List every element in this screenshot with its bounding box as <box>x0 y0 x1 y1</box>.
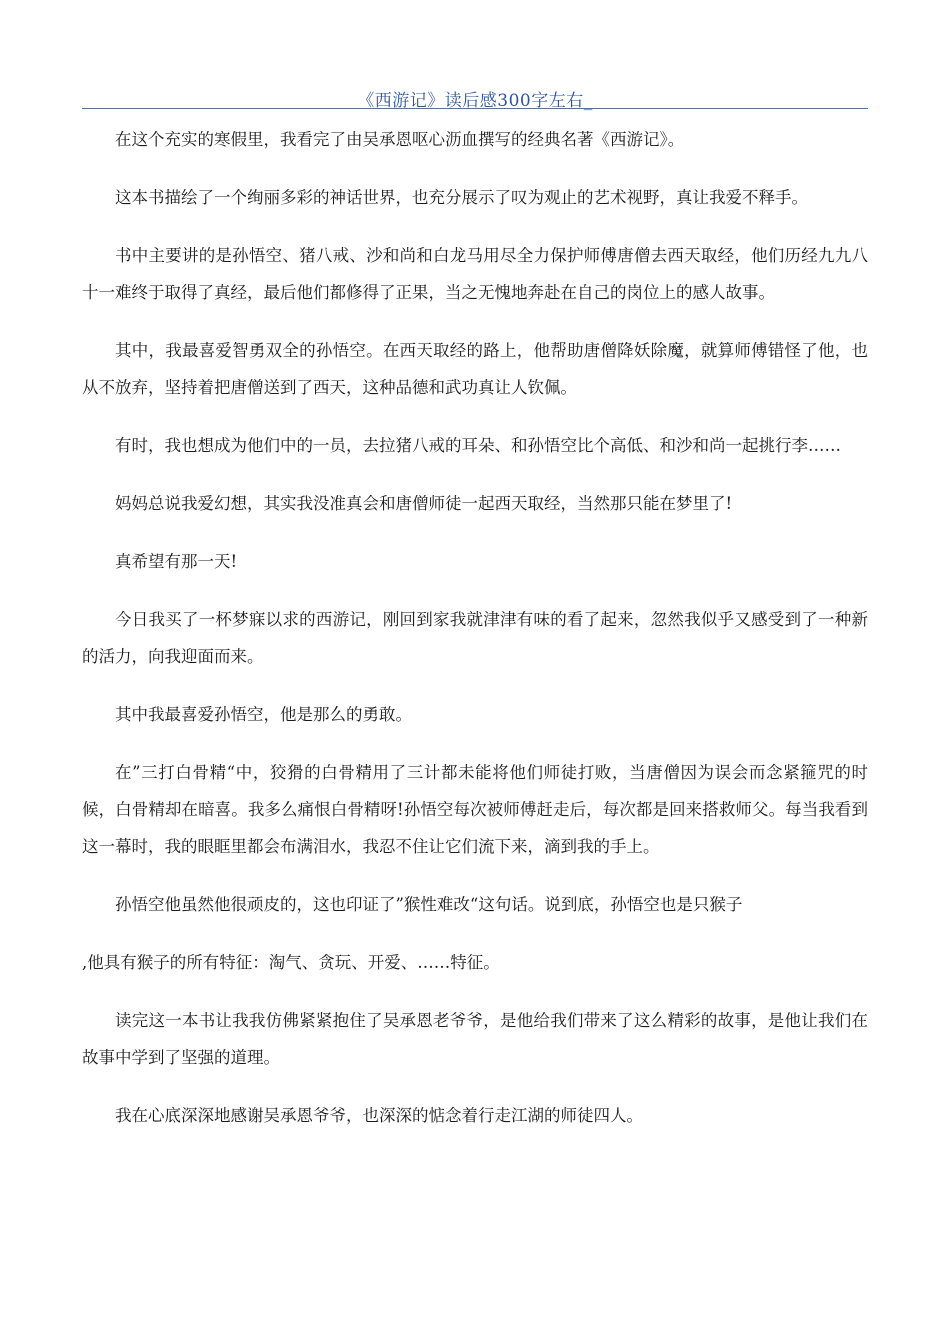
paragraph-8: 今日我买了一杯梦寐以求的西游记，刚回到家我就津津有味的看了起来，忽然我似乎又感受到了一种新的活力，向我迎面而来。 <box>82 610 868 666</box>
paragraph-6: 妈妈总说我爱幻想，其实我没准真会和唐僧师徒一起西天取经，当然那只能在梦里了! <box>115 494 733 513</box>
paragraph-1: 在这个充实的寒假里，我看完了由吴承恩呕心沥血撰写的经典名著《西游记》。 <box>115 130 685 149</box>
paragraph-12: ,他具有猴子的所有特征：淘气、贪玩、开爱、……特征。 <box>82 953 500 972</box>
paragraph-7: 真希望有那一天! <box>115 552 238 571</box>
paragraph-4: 其中，我最喜爱智勇双全的孙悟空。在西天取经的路上，他帮助唐僧降妖除魔，就算师傅错怪了他，也从不放弃，坚持着把唐僧送到了西天，这种品德和武功真让人钦佩。 <box>82 341 868 397</box>
paragraph-3: 书中主要讲的是孙悟空、猪八戒、沙和尚和白龙马用尽全力保护师傅唐僧去西天取经，他们历经九九八十一难终于取得了真经，最后他们都修得了正果，当之无愧地奔赴在自己的岗位上的感人故事。 <box>82 246 868 302</box>
paragraph-5: 有时，我也想成为他们中的一员，去拉猪八戒的耳朵、和孙悟空比个高低、和沙和尚一起挑行李…… <box>115 436 841 455</box>
paragraph-11: 孙悟空他虽然他很顽皮的，这也印证了”猴性难改“这句话。说到底，孙悟空也是只猴子 <box>115 895 743 914</box>
header-divider <box>82 108 868 109</box>
paragraph-2: 这本书描绘了一个绚丽多彩的神话世界，也充分展示了叹为观止的艺术视野，真让我爱不释手。 <box>115 188 808 207</box>
paragraph-9: 其中我最喜爱孙悟空，他是那么的勇敢。 <box>115 705 412 724</box>
document-body <box>82 121 868 1155</box>
paragraph-10: 在”三打白骨精“中，狡猾的白骨精用了三计都未能将他们师徒打败，当唐僧因为误会而念紧箍咒的时候，白骨精却在暗喜。我多么痛恨白骨精呀!孙悟空每次被师傅赶走后，每次都是回来搭救师父。每当我看到这一幕时，我的眼眶里都会布满泪水，我忍不住让它们流下来，滴到我的手上。 <box>82 763 868 856</box>
paragraph-13: 读完这一本书让我我仿佛紧紧抱住了吴承恩老爷爷，是他给我们带来了这么精彩的故事，是他让我们在故事中学到了坚强的道理。 <box>82 1011 868 1067</box>
paragraph-14: 我在心底深深地感谢吴承恩爷爷，也深深的惦念着行走江湖的师徒四人。 <box>115 1106 643 1125</box>
document-header-title: 《西游记》读后感300字左右_ <box>357 91 593 111</box>
